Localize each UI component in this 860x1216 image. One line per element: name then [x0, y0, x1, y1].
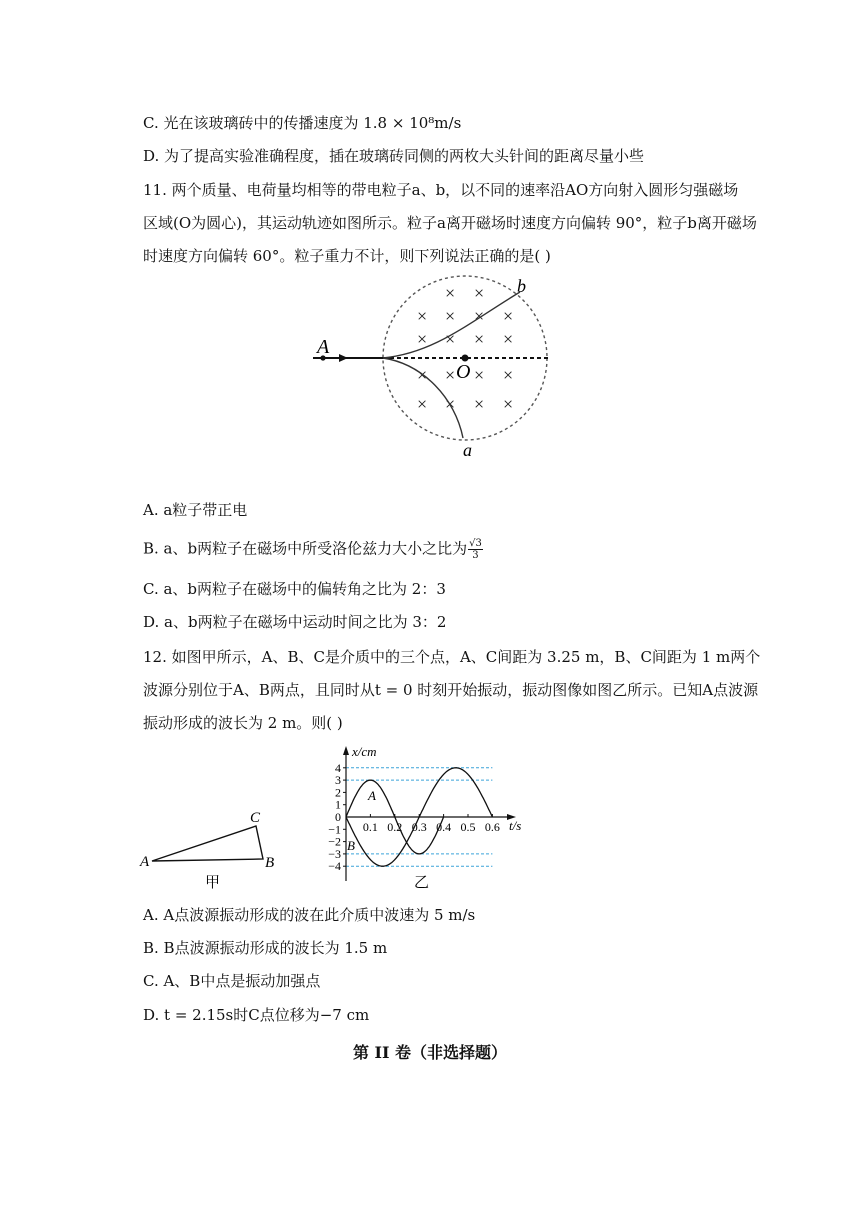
field-cross-mark: × [417, 306, 428, 326]
field-cross-mark: × [503, 306, 514, 326]
field-cross-mark: × [445, 306, 456, 326]
q11-stem-line3: 时速度方向偏转 60°。粒子重力不计，则下列说法正确的是( ) [143, 247, 551, 265]
field-cross-mark: × [445, 394, 456, 414]
magnetic-field-figure [0, 272, 860, 472]
y-axis-label: x/cm [352, 744, 377, 759]
field-cross-mark: × [445, 365, 456, 385]
y-tick-label: 3 [335, 773, 341, 788]
label-b: b [517, 276, 526, 296]
field-cross-mark: × [417, 394, 428, 414]
q11-option-b-text: B. a、b两粒子在磁场中所受洛伦兹力大小之比为 [143, 539, 468, 558]
q11-option-c: C. a、b两粒子在磁场中的偏转角之比为 2：3 [143, 580, 446, 598]
y-tick-label: −1 [328, 822, 341, 837]
field-cross-mark: × [474, 394, 485, 414]
q12-option-b: B. B点波源振动形成的波长为 1.5 m [143, 939, 388, 957]
q12-option-a: A. A点波源振动形成的波在此介质中波速为 5 m/s [143, 906, 476, 924]
q11-option-b [143, 538, 483, 561]
figure-caption-yi: 乙 [414, 875, 430, 890]
field-cross-marks [417, 283, 513, 414]
field-cross-mark: × [503, 394, 514, 414]
q10-option-c: C. 光在该玻璃砖中的传播速度为 1.8 × 10⁸m/s [143, 114, 462, 132]
q12-stem-line3: 振动形成的波长为 2 m。则( ) [143, 714, 343, 732]
field-cross-mark: × [474, 283, 485, 303]
x-tick-label: 0.2 [387, 820, 403, 834]
x-tick-label: 0.4 [436, 820, 452, 834]
q12-stem-line1: 12. 如图甲所示，A、B、C是介质中的三个点，A、C间距为 3.25 m，B、C间距为 1 m两个 [143, 648, 761, 666]
field-cross-mark: × [417, 329, 428, 349]
field-cross-mark: × [445, 329, 456, 349]
x-tick-label: 0.6 [484, 820, 500, 834]
fraction-numerator: √3 [469, 538, 482, 549]
q11-stem-line2: 区域(O为圆心)，其运动轨迹如图所示。粒子a离开磁场时速度方向偏转 90°，粒子b离开磁场 [143, 214, 757, 232]
q10-option-d: D. 为了提高实验准确程度，插在玻璃砖同侧的两枚大头针间的距离尽量小些 [143, 147, 645, 165]
q12-option-d: D. t = 2.15s时C点位移为−7 cm [143, 1006, 370, 1024]
x-tick-label: 0.3 [411, 820, 427, 834]
y-tick-label: 1 [335, 797, 341, 812]
q12-stem-line2: 波源分别位于A、B两点，且同时从t = 0 时刻开始振动，振动图像如图乙所示。已知A点波源 [143, 681, 759, 699]
figure-caption-jia: 甲 [205, 875, 221, 891]
curve-label-B: B [347, 838, 355, 853]
field-cross-mark: × [503, 329, 514, 349]
fraction [468, 538, 483, 561]
field-cross-mark: × [474, 306, 485, 326]
x-axis-label: t/s [509, 818, 522, 833]
x-tick-label: 0.1 [362, 820, 378, 834]
triangle-label-C: C [250, 810, 261, 826]
field-cross-mark: × [445, 283, 456, 303]
vibration-graph [320, 740, 540, 890]
field-cross-mark: × [417, 365, 428, 385]
q11-option-a: A. a粒子带正电 [143, 501, 248, 519]
field-cross-mark: × [503, 365, 514, 385]
field-cross-mark: × [474, 365, 485, 385]
label-O: O [456, 361, 471, 383]
y-tick-label: 2 [335, 785, 341, 800]
y-tick-label: −3 [328, 846, 341, 861]
origin-label: 0 [335, 810, 341, 824]
label-A: A [317, 336, 330, 358]
label-a: a [463, 440, 472, 460]
q11-option-d: D. a、b两粒子在磁场中运动时间之比为 3：2 [143, 613, 447, 631]
triangle-label-A: A [140, 854, 150, 870]
triangle-figure [130, 735, 330, 895]
q12-option-c: C. A、B中点是振动加强点 [143, 972, 321, 990]
fraction-denominator: 3 [472, 550, 479, 561]
section-title: 第 II 卷（非选择题） [352, 1043, 508, 1062]
triangle-label-B: B [265, 855, 275, 871]
y-tick-label: −4 [328, 859, 341, 874]
field-cross-mark: × [474, 329, 485, 349]
q11-stem-line1: 11. 两个质量、电荷量均相等的带电粒子a、b，以不同的速率沿AO方向射入圆形匀强磁场 [143, 181, 739, 199]
x-tick-label: 0.5 [460, 820, 476, 834]
curve-label-A: A [368, 788, 376, 803]
y-tick-label: 4 [335, 760, 341, 775]
y-tick-label: −2 [328, 834, 341, 849]
